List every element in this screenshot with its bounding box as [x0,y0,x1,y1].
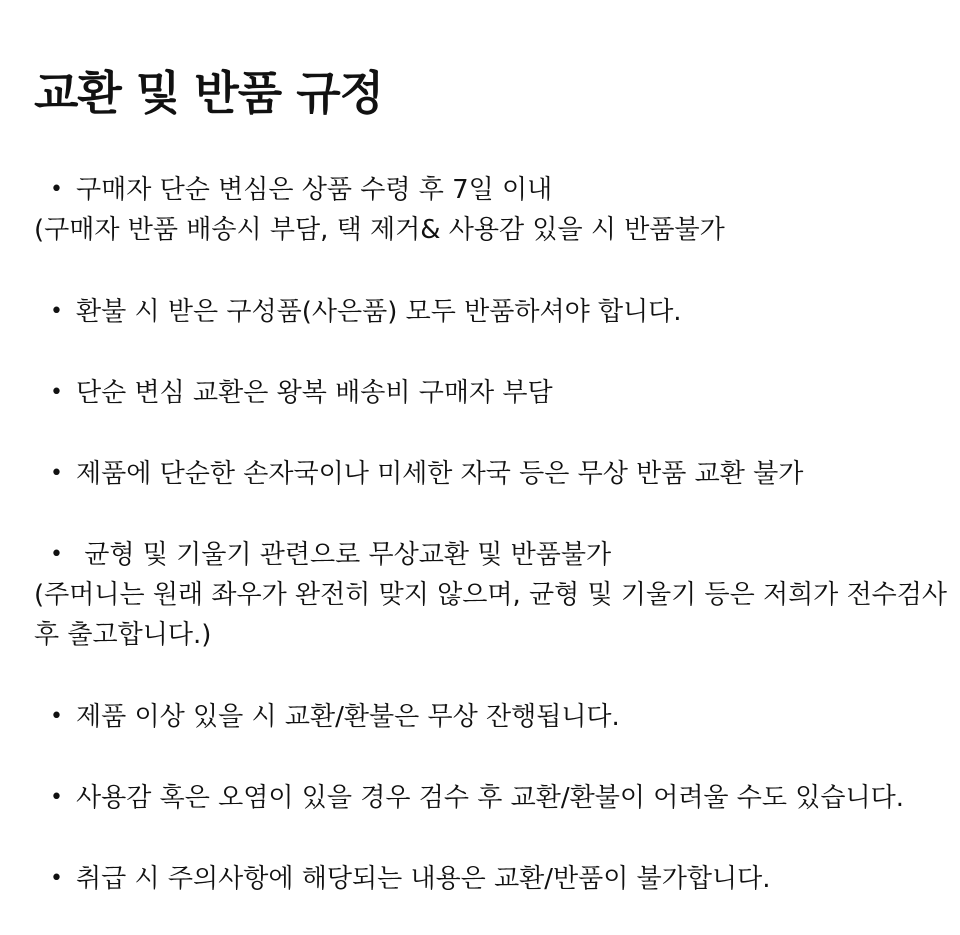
list-item [0,454,940,494]
bullet-icon: • [50,380,63,405]
list-item-text: 구매자 단순 변심은 상품 수령 후 7일 이내 [76,175,553,205]
bullet-icon: • [50,542,63,567]
list-item-main [0,778,940,818]
list-item [0,292,940,332]
list-item-main [0,373,940,413]
list-item-main [0,170,940,210]
list-item-text: 제품에 단순한 손자국이나 미세한 자국 등은 무상 반품 교환 불가 [76,459,804,489]
list-item-note: 후 출고합니다.) [34,620,212,650]
list-item-text: 균형 및 기울기 관련으로 무상교환 및 반품불가 [76,540,612,570]
list-item-text: 제품 이상 있을 시 교환/환불은 무상 잔행됩니다. [76,702,620,732]
list-item-text: 취급 시 주의사항에 해당되는 내용은 교환/반품이 불가합니다. [76,864,771,894]
list-item-main [0,859,940,899]
list-item [0,859,940,899]
list-item [0,778,940,818]
bullet-icon: • [50,704,63,729]
list-item [0,535,948,655]
bullet-icon: • [50,299,63,324]
list-item-main [0,292,940,332]
list-item-note: (주머니는 원래 좌우가 완전히 맞지 않으며, 균형 및 기울기 등은 저희가 전수검사 [34,580,948,610]
list-item-text: 사용감 혹은 오염이 있을 경우 검수 후 교환/환불이 어려울 수도 있습니다. [76,783,905,813]
bullet-icon: • [50,785,63,810]
list-item [0,697,940,737]
list-item-main [0,697,940,737]
list-item-text: 환불 시 받은 구성품(사은품) 모두 반품하셔야 합니다. [76,297,682,327]
bullet-icon: • [50,177,63,202]
list-item [0,170,940,250]
bullet-icon: • [50,866,63,891]
list-item [0,373,940,413]
list-item-note: (구매자 반품 배송시 부담, 택 제거& 사용감 있을 시 반품불가 [34,215,725,245]
list-item-main [0,454,940,494]
list-item-main [0,535,940,575]
page-title: 교환 및 반품 규정 [34,66,384,120]
bullet-icon: • [50,461,63,486]
list-item-text: 단순 변심 교환은 왕복 배송비 구매자 부담 [76,378,553,408]
